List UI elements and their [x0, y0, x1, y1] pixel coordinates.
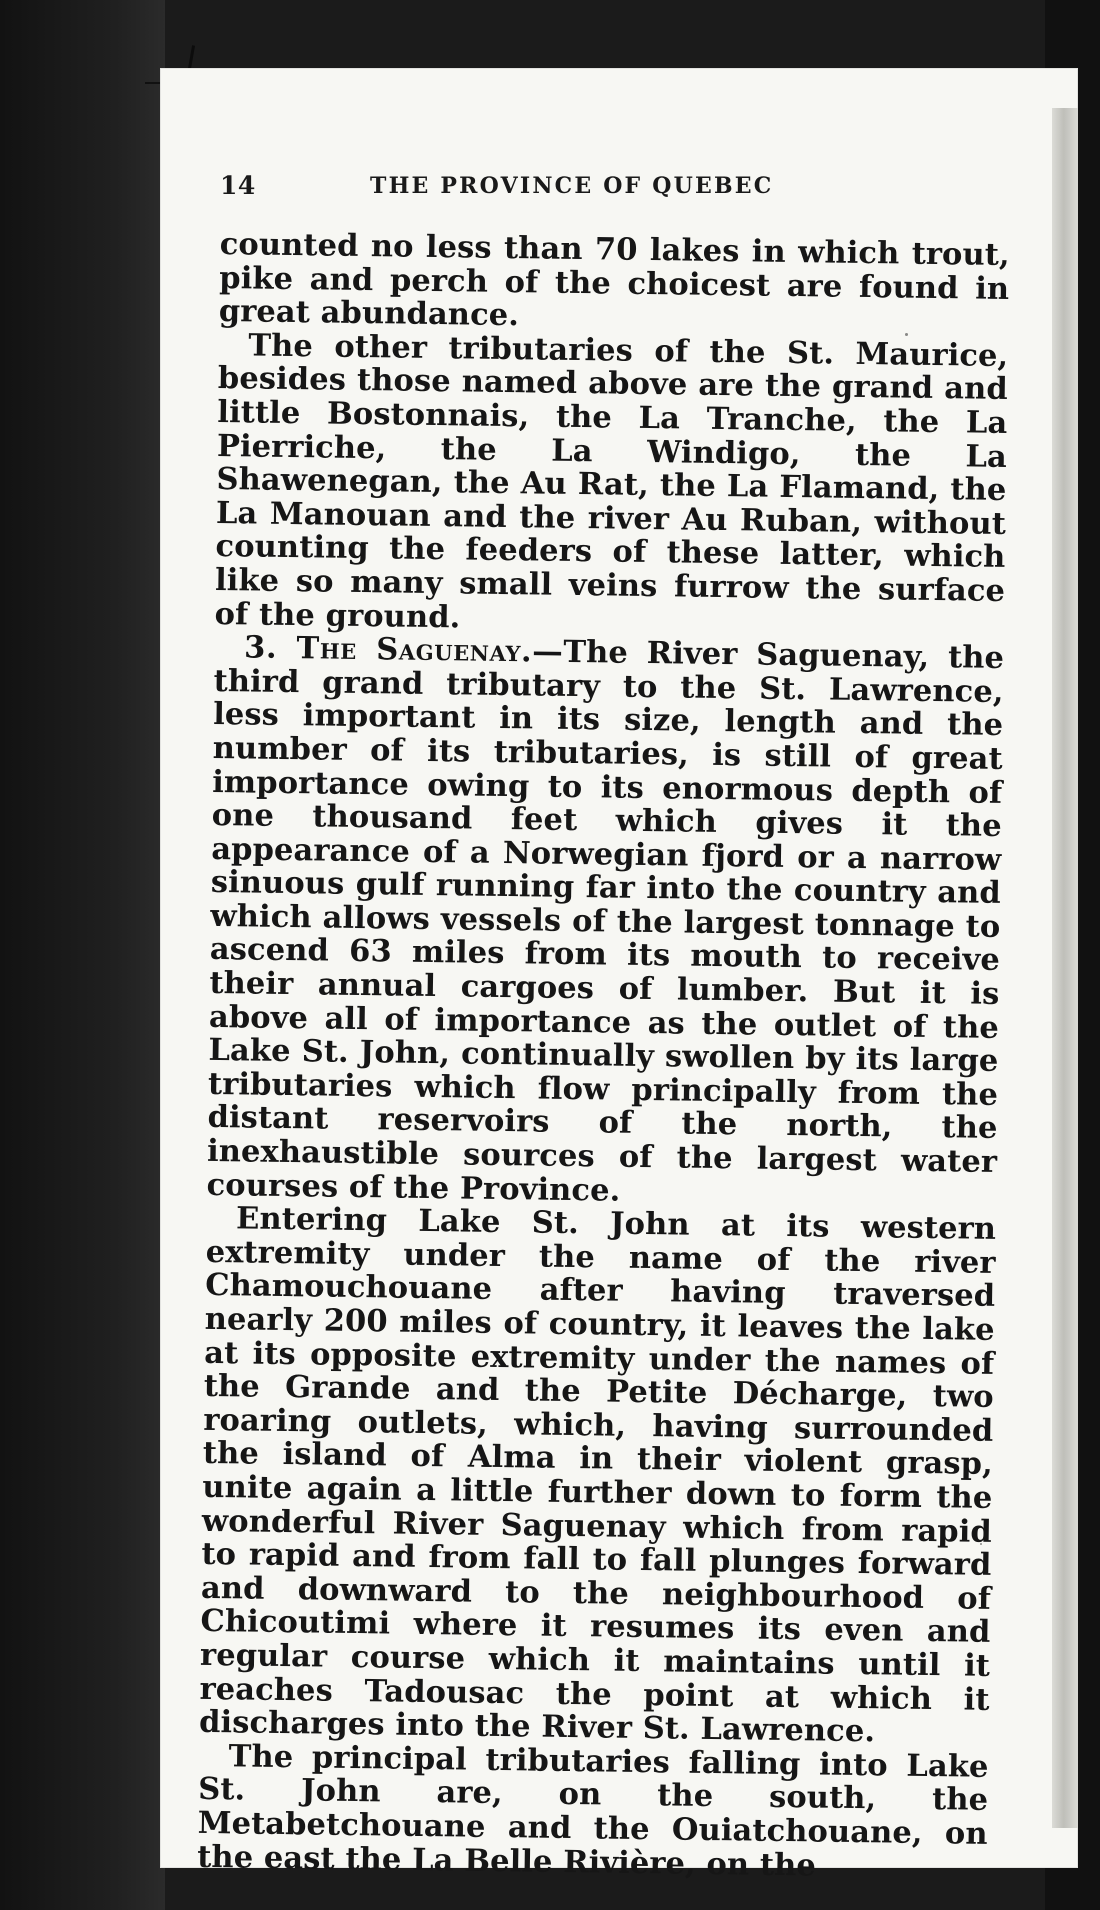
book-page [160, 68, 1078, 1883]
page-edge [1052, 108, 1078, 1828]
paragraph: counted no less than 70 lakes in which trout, pike and perch of the choicest are found in great abundance. [218, 226, 1010, 334]
section-lead: 3. The Saguenay.— [243, 629, 564, 670]
paragraph-text: The River Saguenay, the third grand tributary to the St. Lawrence, less important in its size, length and the number of its tributaries, is still of great importance owing to its enormous depth of one thousand feet which gives it the appearance of a Norwegian fjord or a narrow sinuous gulf running far into the country and which allows vessels of the largest tonnage to ascend 63 miles from its mouth to receive their annual cargoes of lumber. But it is above all of importance as the outlet of the Lake St. John, continually swollen by its large tributaries which flow principally from the distant reservoirs of the north, the inexhaustible sources of the largest water courses of the Province. [206, 633, 1005, 1209]
main-text-block [197, 228, 1010, 1885]
scan-speck [905, 333, 908, 336]
scan-speck [980, 1543, 982, 1545]
running-head: THE PROVINCE OF QUEBEC [370, 173, 774, 199]
paragraph: Entering Lake St. John at its western extremity under the name of the river Chamouchouane after having traversed nearly 200 miles of country, it leaves the lake at its opposite extremity under the names of the Grande and the Petite Décharge, two roaring outlets, which, having surrounded the island of Alma in their violent grasp, unite again a little further down to form the wonderful River Saguenay which from rapid to rapid and from fall to fall plunges forward and downward to the neighbourhood of Chicoutimi where it resumes its even and regular course which it maintains until it reaches Tadousac the point at which it discharges into the River St. Lawrence. [198, 1200, 997, 1750]
paragraph-saguenay [206, 631, 1004, 1213]
scan-left-shadow [0, 0, 165, 1910]
paragraph: The principal tributaries falling into Lake St. John are, on the south, the Metabetchouane and the Ouiatchouane, on the east the La Belle Rivière, on the [197, 1737, 989, 1883]
page-header [220, 163, 1020, 213]
paragraph: The other tributaries of the St. Maurice, besides those named above are the grand and little Bostonnais, the La Tranche, the La Pierriche, the La Windigo, the La Shawenegan, the Au Rat, the La Flamand, the La Manouan and the river Au Ruban, without counting the feeders of these latter, which like so many small veins furrow the surface of the ground. [214, 327, 1009, 635]
page-number: 14 [220, 171, 256, 200]
